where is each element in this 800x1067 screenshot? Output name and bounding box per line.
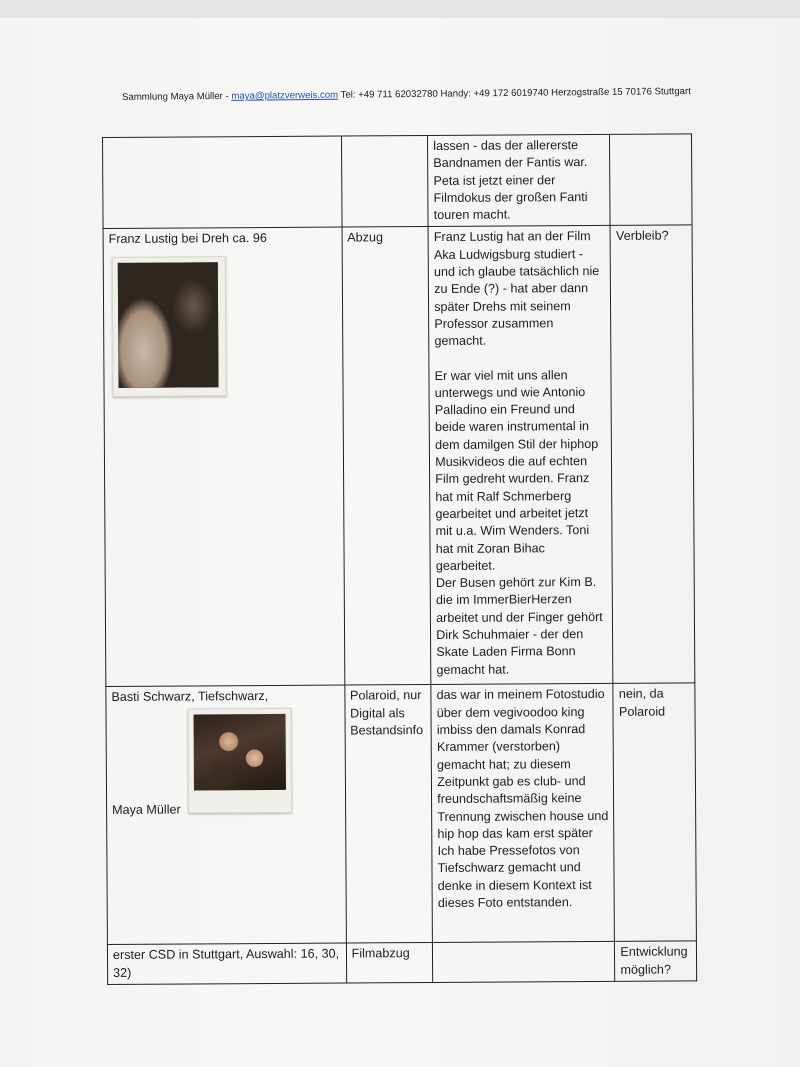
photo-franz-lustig (112, 256, 227, 397)
table-row (103, 225, 695, 687)
description-paragraph: das war in meinem Fotostudio über dem vegivoodoo king imbiss den damals Konrad Krammer (verstorben) gemacht hat; zu diesem Zeitpunkt gab es club- und freundschaftsmäßig keine Trennung zwischen house und hip hop das kam erst später (436, 687, 609, 841)
header-contact: Tel: +49 711 62032780 Handy: +49 172 6019740 Herzogstraße 15 70176 Stuttgart (338, 86, 691, 101)
cell-title (103, 136, 342, 229)
cell-type: Abzug (342, 227, 431, 686)
cell-description (428, 226, 613, 685)
cell-type (341, 136, 428, 228)
cell-type: Filmabzug (346, 943, 433, 983)
cell-status: Verbleib? (610, 225, 694, 683)
row-title: Franz Lustig bei Dreh ca. 96 (108, 231, 267, 247)
cell-description: lassen - das der allererste Bandnamen der Fantis war. Peta ist jetzt einer der Filmdokus der großen Fanti touren macht. (428, 134, 611, 227)
row-title: Basti Schwarz, Tiefschwarz, (111, 689, 269, 705)
cell-type: Polaroid, nur Digital als Bestandsinfo (344, 685, 432, 944)
cell-description (431, 684, 615, 943)
description-paragraph: Franz Lustig hat an der Film Aka Ludwigsburg studiert - und ich glaube tatsächlich nie zu Ende (?) - hat aber dann später Drehs mit seinem Professor zusammen gemacht. (433, 229, 600, 349)
description-paragraph: Ich habe Pressefotos von Tiefschwarz gemacht und denke in diesem Kontext ist dieses Foto entstanden. (437, 843, 592, 911)
photo-polaroid-basti-maya (187, 708, 292, 814)
header-name: Sammlung Maya Müller - (122, 90, 232, 103)
description-paragraph: Er war viel mit uns allen unterwegs und wie Antonio Palladino ein Freund und beide waren instrumental in dem damilgen Stil der hiphop Musikvideos die auf echten Film gedreht wurden. Franz hat mit Ralf Schmerberg gearbeitet und arbeitet jetzt mit u.a. Wim Wenders. Toni hat mit Zoran Bihac gearbeitet. (434, 367, 599, 573)
collection-table (102, 133, 697, 985)
cell-description (433, 942, 615, 983)
table-row (103, 134, 693, 229)
description-paragraph: Der Busen gehört zur Kim B. die im ImmerBierHerzen arbeitet und der Finger gehört Dirk Schuhmaier - der den Skate Laden Firma Bonn gemacht hat. (435, 575, 603, 677)
table-row (107, 941, 696, 984)
photo-caption: Maya Müller (112, 802, 181, 817)
table-row (106, 683, 697, 945)
header-email-link[interactable]: maya@platzverweis.com (231, 89, 339, 102)
cell-title: erster CSD in Stuttgart, Auswahl: 16, 30, 32) (107, 944, 346, 985)
cell-title (106, 686, 346, 945)
cell-status: Entwicklung möglich? (615, 941, 697, 981)
cell-status: nein, da Polaroid (613, 683, 696, 941)
cell-title (103, 228, 344, 687)
cell-status (610, 134, 692, 226)
